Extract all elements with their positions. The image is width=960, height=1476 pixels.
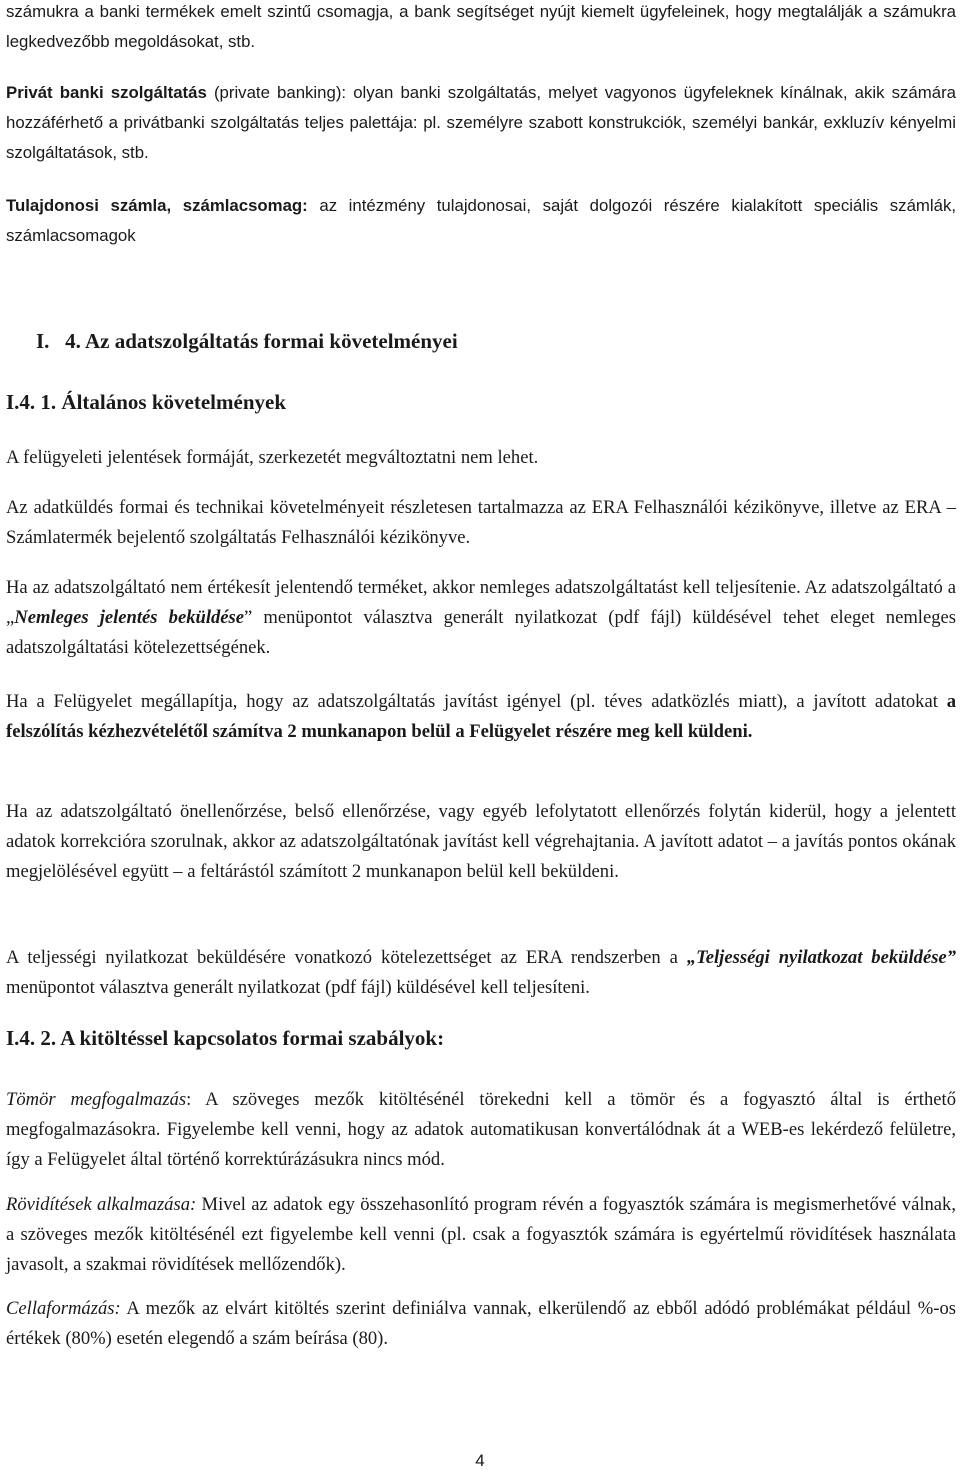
term-owner-account: Tulajdonosi számla, számlacsomag: [6,196,308,215]
paragraph-owner-account [6,191,956,251]
paragraph-text: A mezők az elvárt kitöltés szerint definiálva vannak, elkerülendő az ebből adódó problémákat például %-os értékek (80%) esetén elegendő a szám beírása (80). [6,1298,956,1349]
paragraph-cell-formatting [6,1294,956,1354]
paragraph-text: Az adatküldés formai és technikai követelményeit részletesen tartalmazza az ERA Felhasználói kézikönyve, illetve az ERA –Számlatermék bejelentő szolgáltatás Felhasználói kézikönyve. [6,497,956,548]
subsection-heading-general-requirements: I.4. 1. Általános követelmények [6,390,286,414]
paragraph-text: Ha az adatszolgáltató önellenőrzése, belső ellenőrzése, vagy egyéb lefolytatott ellenőrzés folytán kiderül, hogy a jelentett adatok korrekcióra szorulnak, akkor az adatszolgáltatónak javítást kell végrehajtania. A javított adatot – a javítás pontos okának megjelölésével együtt – a feltárástól számított 2 munkanapon belül kell beküldeni. [6,801,956,882]
paragraph-text: Mivel az adatok egy összehasonlító program révén a fogyasztók számára is megismerhetővé válnak, a szöveges mezők kitöltésénél ezt figyelembe kell venni (pl. csak a fogyasztók számára is egyértelmű rövidítések használata javasolt, a szakmai rövidítések mellőzendők). [6,1194,956,1275]
paragraph-text: A teljességi nyilatkozat beküldésére vonatkozó kötelezettséget az ERA rendszerben a [6,947,687,968]
paragraph-era-manual [6,493,956,553]
paragraph-text: számukra a banki termékek emelt szintű csomagja, a bank segítséget nyújt kiemelt ügyfeleinek, hogy megtalálják a számukra legkedvezőbb megoldásokat, stb. [6,2,956,51]
paragraph-concise-wording [6,1085,956,1175]
paragraph-text: Ha a Felügyelet megállapítja, hogy az adatszolgáltatás javítást igényel (pl. téves adatközlés miatt), a javított adatokat [6,691,947,712]
paragraph-text: : A szöveges mezők kitöltésénél törekedni kell a tömör és a fogyasztó által is érthető megfogalmazásokra. Figyelembe kell venni, hogy az adatok automatikusan konvertálódnak át a WEB-es lekérdező felületre, így a Felügyelet által történő korrektúrázásukra nincs mód. [6,1089,956,1170]
deadline-text: a felszólítás kézhezvételétől számítva 2 munkanapon belül a Felügyelet részére meg kell küldeni. [6,691,956,742]
menu-item-negative-report: Nemleges jelentés beküldése [14,607,245,628]
term-abbreviations: Rövidítések alkalmazása: [6,1194,197,1215]
paragraph-private-banking [6,78,956,168]
paragraph-text: (private banking): olyan banki szolgáltatás, melyet vagyonos ügyfeleknek kínálnak, akik számára hozzáférhető a privátbanki szolgáltatás teljes palettája: pl. személyre szabott konstrukciók, személyi bankár, exkluzív kényelmi szolgáltatások, stb. [6,83,956,162]
menu-item-completeness-statement: „Teljességi nyilatkozat beküldése” [686,947,956,968]
term-concise-wording: Tömör megfogalmazás [6,1089,187,1110]
term-private-banking: Privát banki szolgáltatás [6,83,207,102]
paragraph-text: Ha az adatszolgáltató nem értékesít jelentendő terméket, akkor nemleges adatszolgáltatást kell teljesítenie. Az adatszolgáltató a „ [6,577,956,628]
paragraph-negative-report [6,573,956,663]
paragraph-text: menüpontot választva generált nyilatkozat (pdf fájl) küldésével kell teljesíteni. [6,977,590,998]
paragraph-abbreviations [6,1190,956,1280]
term-cell-formatting: Cellaformázás: [6,1298,121,1319]
paragraph-text: ” menüpontot választva generált nyilatkozat (pdf fájl) küldésével tehet eleget nemleges adatszolgáltatási kötelezettségének. [6,607,956,658]
paragraph-text: A felügyeleti jelentések formáját, szerkezetét megváltoztatni nem lehet. [6,447,539,468]
paragraph-report-format [6,443,956,473]
subsection-heading-filling-rules: I.4. 2. A kitöltéssel kapcsolatos formai szabályok: [6,1026,445,1050]
paragraph-text: az intézmény tulajdonosai, saját dolgozói részére kialakított speciális számlák, számlacsomagok [6,196,957,245]
paragraph-correction-request [6,687,956,747]
paragraph-bank-packages [6,0,956,57]
page-number: 4 [475,1451,485,1470]
paragraph-self-check [6,797,956,887]
section-heading-formal-requirements: I. 4. Az adatszolgáltatás formai követelményei [36,329,458,353]
paragraph-completeness-statement [6,943,956,1003]
